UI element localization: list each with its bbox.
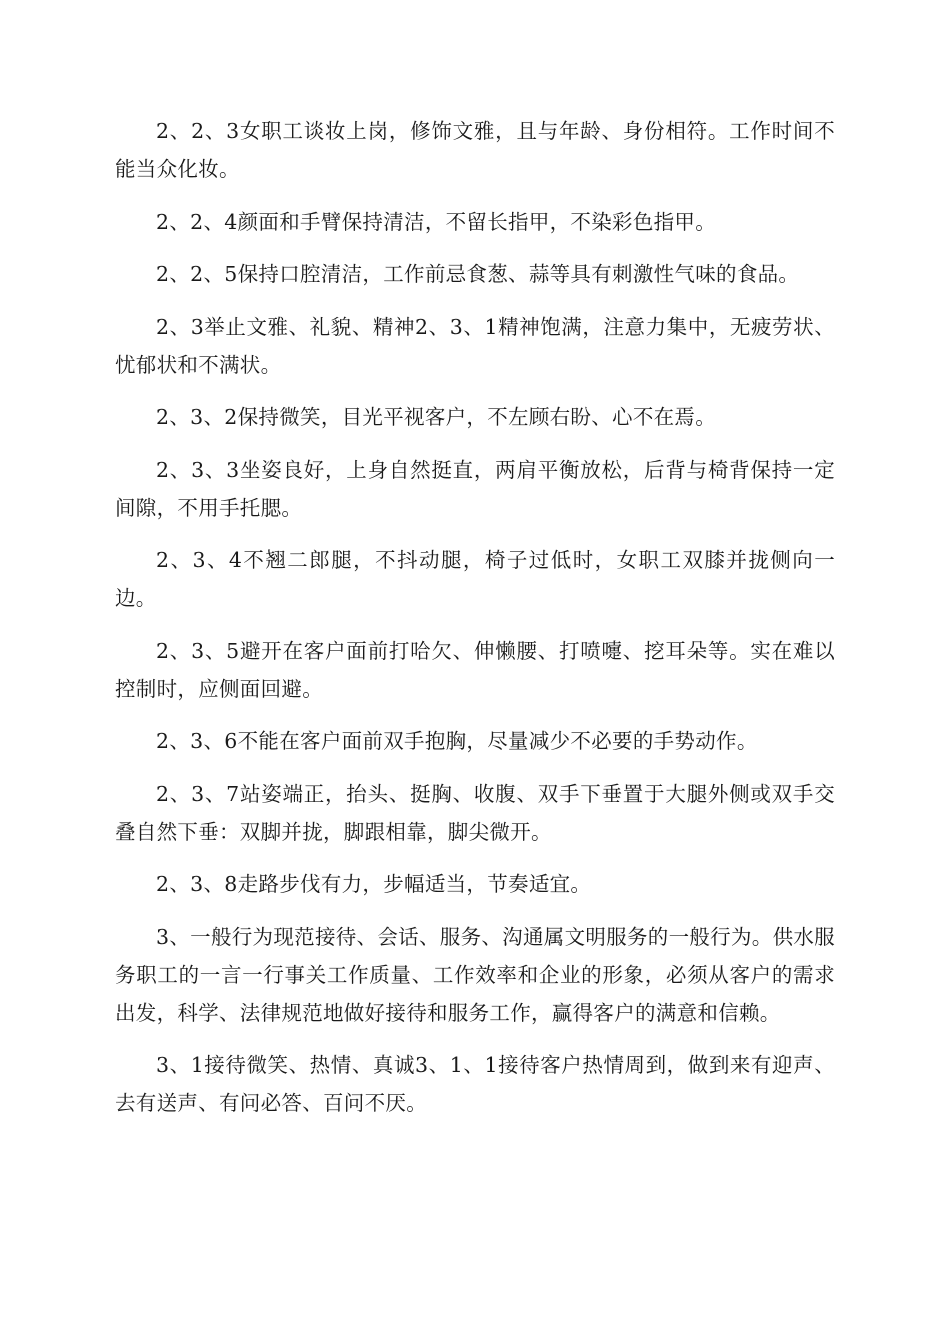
paragraph-2-3-3: 2、3、3坐姿良好，上身自然挺直，两肩平衡放松，后背与椅背保持一定间隙，不用手托腮。: [115, 457, 835, 520]
paragraph-3-1: 3、1接待微笑、热情、真诚3、1、1接待客户热情周到，做到来有迎声、去有送声、有问必答、百问不厌。: [115, 1053, 835, 1115]
paragraph-2-3: 2、3举止文雅、礼貌、精神2、3、1精神饱满，注意力集中，无疲劳状、忧郁状和不满状。: [115, 314, 835, 377]
paragraph-2-2-3: 2、2、3女职工谈妆上岗，修饰文雅，且与年龄、身份相符。工作时间不能当众化妆。: [115, 119, 835, 181]
paragraph-2-3-6: 2、3、6不能在客户面前双手抱胸，尽量减少不必要的手势动作。: [156, 729, 758, 753]
paragraph-2-3-5: 2、3、5避开在客户面前打哈欠、伸懒腰、打喷嚏、挖耳朵等。实在难以控制时，应侧面回避。: [115, 638, 835, 701]
paragraph-2-3-8: 2、3、8走路步伐有力，步幅适当，节奏适宜。: [156, 872, 592, 896]
paragraph-2-3-7: 2、3、7站姿端正，抬头、挺胸、收腹、双手下垂置于大腿外侧或双手交叠自然下垂：双脚并拢，脚跟相靠，脚尖微开。: [115, 781, 835, 844]
paragraph-2-2-5: 2、2、5保持口腔清洁，工作前忌食葱、蒜等具有刺激性气味的食品。: [156, 262, 800, 286]
paragraph-3: 3、一般行为现范接待、会话、服务、沟通属文明服务的一般行为。供水服务职工的一言一行事关工作质量、工作效率和企业的形象，必须从客户的需求出发，科学、法律规范地做好接待和服务工作，赢得客户的满意和信赖。: [115, 924, 835, 1025]
paragraph-2-3-4: 2、3、4不翘二郎腿，不抖动腿，椅子过低时，女职工双膝并拢侧向一边。: [115, 548, 835, 610]
paragraph-2-3-2: 2、3、2保持微笑，目光平视客户，不左顾右盼、心不在焉。: [156, 405, 717, 429]
document-body: [115, 112, 835, 1137]
paragraph-2-2-4: 2、2、4颜面和手臂保持清洁，不留长指甲，不染彩色指甲。: [156, 209, 717, 234]
